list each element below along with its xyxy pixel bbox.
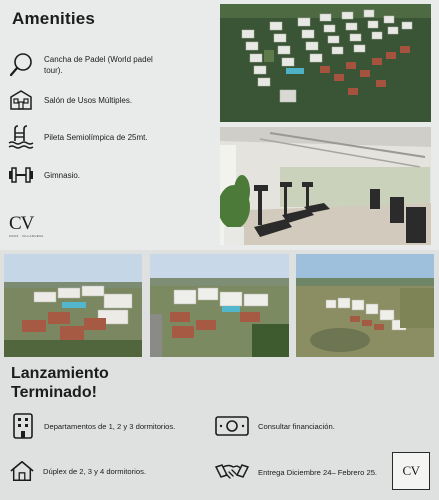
- aerial-view-wide-photo: [296, 254, 434, 357]
- amenity-label: Pileta Semiolímpica de 25mt.: [44, 132, 148, 142]
- brand-mark: CV: [402, 463, 420, 478]
- swimming-pool-icon: [8, 124, 34, 150]
- feature-label: Consultar financiación.: [258, 421, 335, 431]
- feature-label: Departamentos de 1, 2 y 3 dormitorios.: [44, 421, 176, 431]
- amenity-label: Gimnasio.: [44, 170, 81, 180]
- money-bill-icon: [215, 414, 249, 438]
- launch-title: [11, 364, 109, 402]
- brand-logo: [9, 214, 49, 238]
- apartment-building-icon: [11, 414, 35, 438]
- amenity-gym: [8, 162, 80, 188]
- amenity-sum: [8, 87, 132, 113]
- aerial-view-houses-photo: [4, 254, 142, 357]
- photo-row: [0, 250, 439, 358]
- gym-interior-photo: [220, 127, 431, 245]
- aerial-view-complex-photo: [220, 4, 431, 122]
- feature-delivery: [215, 460, 377, 484]
- amenity-label: Cancha de Padel (World padel tour).: [44, 55, 153, 75]
- brand-mark: CV: [9, 213, 34, 234]
- dumbbell-icon: [8, 162, 34, 188]
- building-icon: [8, 87, 34, 113]
- launch-title-line1: Lanzamiento: [11, 365, 109, 382]
- feature-label: Entrega Diciembre 24– Febrero 25.: [258, 467, 378, 477]
- padel-racket-icon: [8, 52, 34, 78]
- feature-duplex: [10, 459, 146, 483]
- feature-label: Dúplex de 2, 3 y 4 dormitorios.: [43, 466, 146, 476]
- brand-logo-box: [392, 452, 430, 490]
- launch-title-line2: Terminado!: [11, 384, 97, 401]
- brand-tagline: CRUZ · VILLANUEVA: [9, 234, 44, 238]
- house-icon: [10, 459, 34, 483]
- feature-financing: [215, 414, 335, 438]
- handshake-icon: [215, 460, 249, 484]
- amenity-pool: [8, 124, 148, 150]
- feature-apartments: [11, 414, 175, 438]
- amenities-title: Amenities: [12, 9, 96, 28]
- amenity-label: Salón de Usos Múltiples.: [44, 95, 133, 105]
- amenity-padel: [8, 52, 154, 78]
- aerial-view-buildings-photo: [150, 254, 289, 357]
